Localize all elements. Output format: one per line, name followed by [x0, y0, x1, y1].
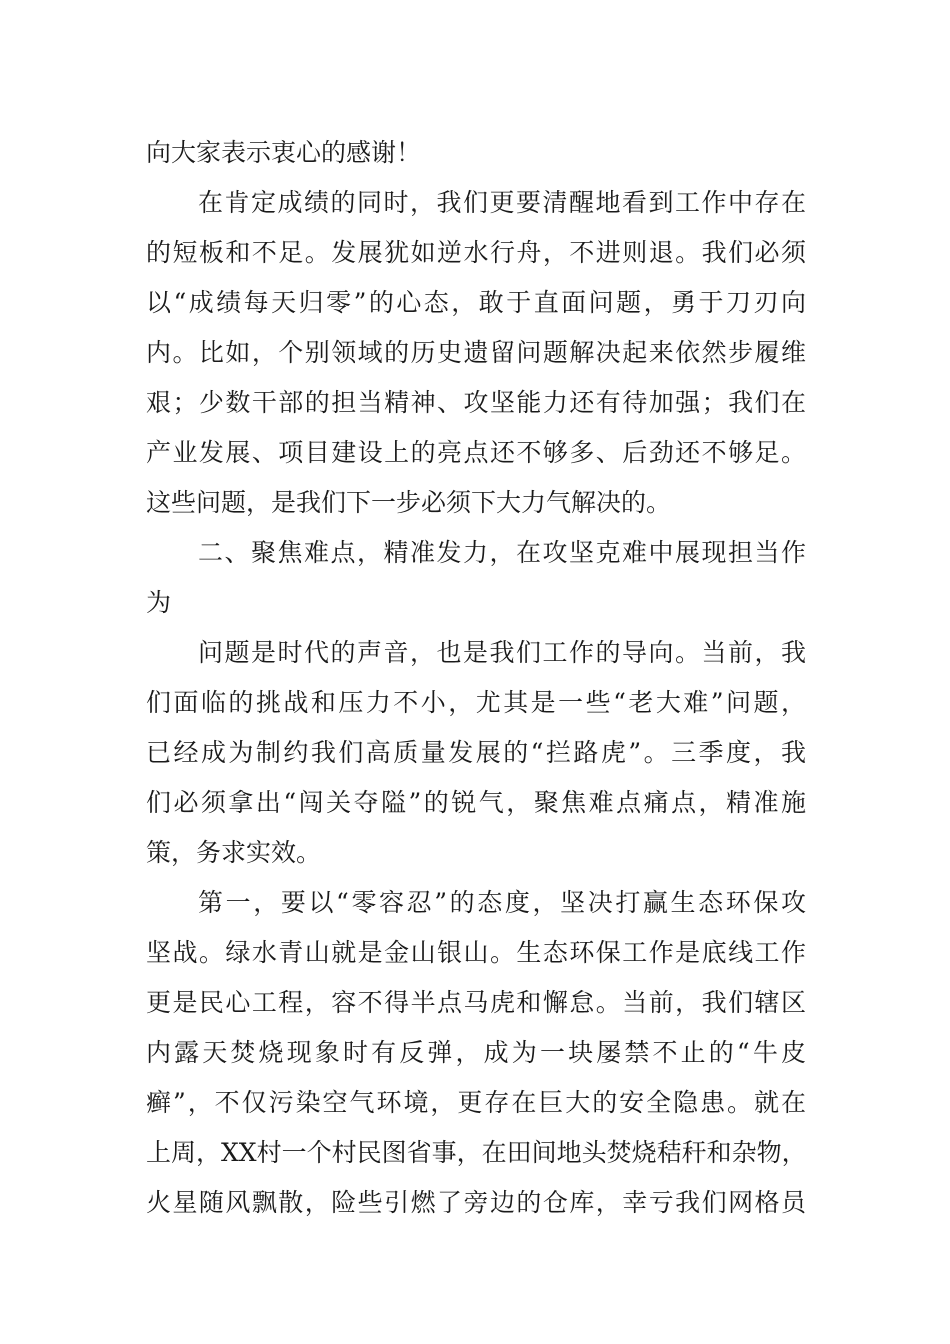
text-line: 在肯定成绩的同时，我们更要清醒地看到工作中存在 — [198, 188, 806, 217]
text-line: 们面临的挑战和压力不小，尤其是一些“老大难”问题， — [146, 688, 806, 717]
text-line: 艰；少数干部的担当精神、攻坚能力还有待加强；我们在 — [146, 388, 806, 417]
text-line: 已经成为制约我们高质量发展的“拦路虎”。三季度，我 — [146, 738, 806, 767]
text-line: 火星随风飘散，险些引燃了旁边的仓库，幸亏我们网格员 — [146, 1188, 806, 1217]
text-line: 的短板和不足。发展犹如逆水行舟，不进则退。我们必须 — [146, 238, 806, 267]
text-line: 内。比如，个别领域的历史遗留问题解决起来依然步履维 — [146, 338, 806, 367]
text-line: 们必须拿出“闯关夺隘”的锐气，聚焦难点痛点，精准施 — [146, 788, 806, 817]
text-line: 第一，要以“零容忍”的态度，坚决打赢生态环保攻 — [198, 888, 806, 917]
text-line: 策，务求实效。 — [146, 838, 322, 867]
text-line: 内露天焚烧现象时有反弹，成为一块屡禁不止的“牛皮 — [146, 1038, 806, 1067]
text-line: 坚战。绿水青山就是金山银山。生态环保工作是底线工作 — [146, 938, 806, 967]
text-line: 产业发展、项目建设上的亮点还不够多、后劲还不够足。 — [146, 438, 806, 467]
text-line: 这些问题，是我们下一步必须下大力气解决的。 — [146, 488, 672, 517]
section-heading-line: 二、聚焦难点，精准发力，在攻坚克难中展现担当作 — [198, 538, 806, 567]
text-line: 上周，XX村一个村民图省事，在田间地头焚烧秸秆和杂物， — [146, 1138, 807, 1167]
text-line: 向大家表示衷心的感谢！ — [146, 138, 422, 167]
text-line: 以“成绩每天归零”的心态，敢于直面问题，勇于刀刃向 — [146, 288, 806, 317]
text-line: 问题是时代的声音，也是我们工作的导向。当前，我 — [198, 638, 806, 667]
text-line: 更是民心工程，容不得半点马虎和懈怠。当前，我们辖区 — [146, 988, 806, 1017]
text-line: 癣”，不仅污染空气环境，更存在巨大的安全隐患。就在 — [146, 1088, 806, 1117]
section-heading-line: 为 — [146, 588, 172, 617]
